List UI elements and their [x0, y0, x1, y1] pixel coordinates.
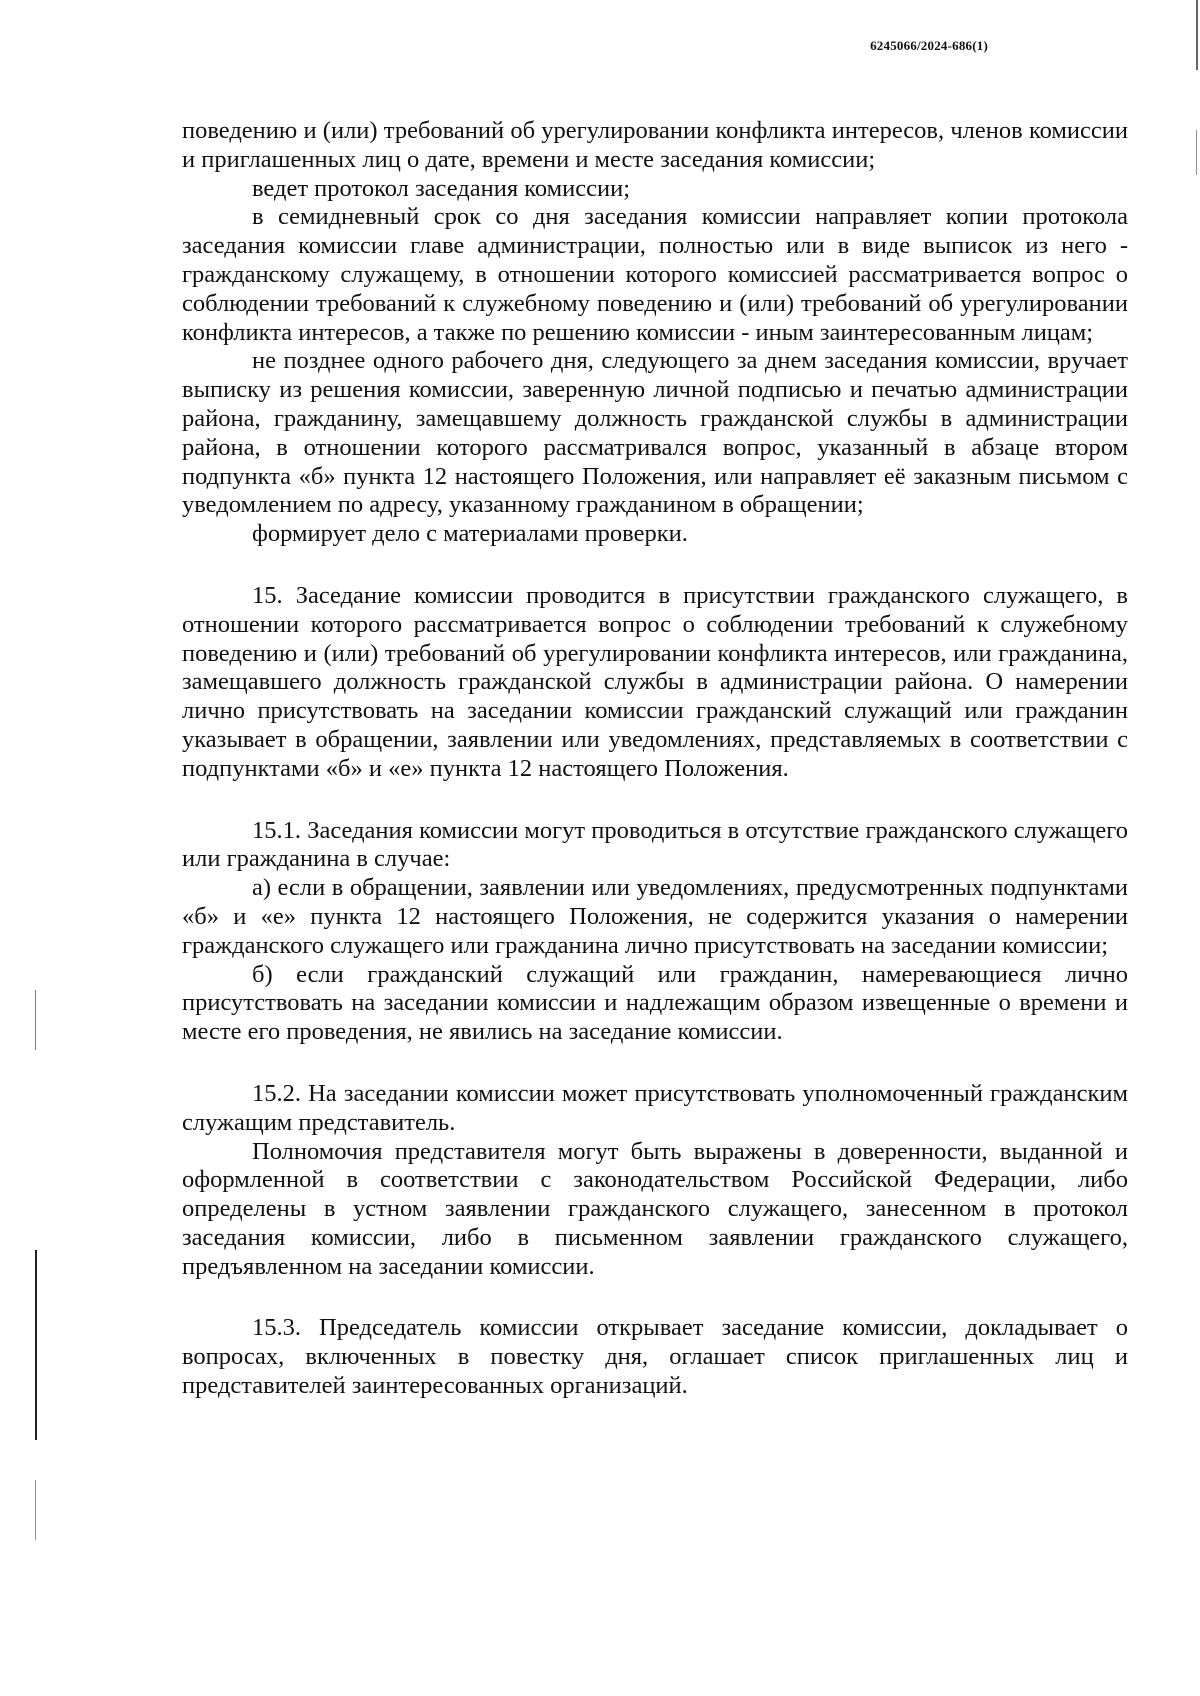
paragraph-section-15-3: 15.3. Председатель комиссии открывает заседание комиссии, докладывает о вопросах, включенных в повестку дня, оглашает список приглашенных лиц и представителей заинтересованных организаций.: [182, 1314, 1128, 1400]
document-body: [182, 117, 1128, 1401]
section-gap: [182, 1281, 1128, 1314]
paragraph-protocol: ведет протокол заседания комиссии;: [252, 174, 631, 202]
paragraph-representative-powers: Полномочия представителя могут быть выражены в доверенности, выданной и оформленной в соответствии с законодательством Российской Федерации, либо определены в устном заявлении гражданского служащего, занесенном в протокол заседания комиссии, либо в письменном заявлении гражданского служащего, предъявленном на заседании комиссии.: [182, 1137, 1128, 1280]
section-gap: [182, 784, 1128, 817]
paragraph-extract: не позднее одного рабочего дня, следующего за днем заседания комиссии, вручает выписку из решения комиссии, заверенную личной подписью и печатью администрации района, гражданину, замещавшему должность гражданской службы в администрации района, в отношении которого рассматривался вопрос, указанный в абзаце втором подпункта «б» пункта 12 настоящего Положения, или направляет её заказным письмом с уведомлением по адресу, указанному гражданином в обращении;: [182, 347, 1128, 519]
scan-edge-mark: [1196, 130, 1197, 175]
paragraph-section-15-2: 15.2. На заседании комиссии может присутствовать уполномоченный гражданским служащим представитель.: [182, 1079, 1128, 1136]
paragraph-item-b: б) если гражданский служащий или гражданин, намеревающиеся лично присутствовать на заседании комиссии и надлежащим образом извещенные о времени и месте его проведения, не явились на заседание комиссии.: [182, 960, 1128, 1046]
scan-edge-mark: [1196, 0, 1198, 70]
paragraph-item-a: а) если в обращении, заявлении или уведомлениях, предусмотренных подпунктами «б» и «е» пункта 12 настоящего Положения, не содержится указания о намерении гражданского служащего или гражданина лично присутствовать на заседании комиссии;: [182, 874, 1128, 959]
paragraph-copies: в семидневный срок со дня заседания комиссии направляет копии протокола заседания комиссии главе администрации, полностью или в виде выписок из него - гражданскому служащему, в отношении которого комиссией рассматривается вопрос о соблюдении требований к служебному поведению и (или) требований об урегулировании конфликта интересов, а также по решению комиссии - иным заинтересованным лицам;: [182, 203, 1128, 346]
scan-edge-mark: [35, 1250, 37, 1440]
paragraph-section-15-1: 15.1. Заседания комиссии могут проводиться в отсутствие гражданского служащего или гражданина в случае:: [182, 816, 1128, 873]
paragraph-case-file: формирует дело с материалами проверки.: [252, 520, 688, 548]
paragraph-section-15: 15. Заседание комиссии проводится в присутствии гражданского служащего, в отношении которого рассматривается вопрос о соблюдении требований к служебному поведению и (или) требований об урегулировании конфликта интересов, или гражданина, замещавшего должность гражданской службы в администрации района. О намерении лично присутствовать на заседании комиссии гражданский служащий или гражданин указывает в обращении, заявлении или уведомлениях, представляемых в соответствии с подпунктами «б» и «е» пункта 12 настоящего Положения.: [182, 581, 1128, 782]
paragraph-continuation: поведению и (или) требований об урегулировании конфликта интересов, членов комиссии и приглашенных лиц о дате, времени и месте заседания комиссии;: [182, 117, 1128, 173]
section-gap: [182, 1047, 1128, 1080]
document-number: 6245066/2024-686(1): [870, 38, 988, 53]
scan-edge-mark: [35, 990, 36, 1050]
section-gap: [182, 549, 1128, 582]
scan-edge-mark: [35, 1480, 36, 1540]
